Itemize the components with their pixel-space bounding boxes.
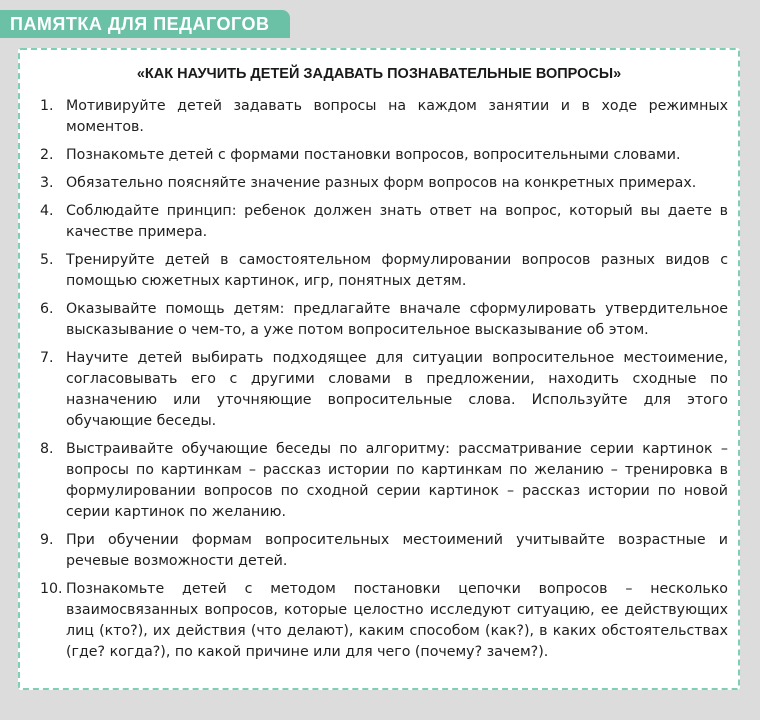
memo-title: «КАК НАУЧИТЬ ДЕТЕЙ ЗАДАВАТЬ ПОЗНАВАТЕЛЬНЫЕ ВОПРОСЫ» xyxy=(136,66,622,82)
list-item xyxy=(40,173,728,194)
list-item-text: Познакомьте детей с методом постановки цепочки вопросов – несколько взаимосвязанных вопросов, которые целостно исследуют ситуацию, ее действующих лиц (кто?), их действия (что делают), каким способом (как?), в каких обстоятельствах (где? когда?), по какой причине или для чего (почему? зачем?). xyxy=(66,581,728,660)
memo-card xyxy=(18,48,740,690)
list-item xyxy=(40,250,728,292)
list-item-number: 5. xyxy=(40,252,54,268)
list-item xyxy=(40,96,728,138)
list-item-number: 8. xyxy=(40,441,54,457)
list-item-number: 1. xyxy=(40,98,54,114)
list-item-number: 6. xyxy=(40,301,54,317)
list-item-number: 3. xyxy=(40,175,54,191)
list-item-text: Обязательно поясняйте значение разных форм вопросов на конкретных примерах. xyxy=(66,175,697,191)
list-item-text: Тренируйте детей в самостоятельном формулировании вопросов разных видов с помощью сюжетных картинок, игр, понятных детям. xyxy=(66,252,728,289)
tips-list xyxy=(40,96,728,670)
list-item-number: 2. xyxy=(40,147,54,163)
list-item-number: 10. xyxy=(40,581,63,597)
list-item-text: Соблюдайте принцип: ребенок должен знать ответ на вопрос, который вы даете в качестве примера. xyxy=(66,203,728,240)
list-item xyxy=(40,530,728,572)
list-item xyxy=(40,439,728,523)
list-item-text: Мотивируйте детей задавать вопросы на каждом занятии и в ходе режимных моментов. xyxy=(66,98,728,135)
list-item xyxy=(40,201,728,243)
memo-header-tab: ПАМЯТКА ДЛЯ ПЕДАГОГОВ xyxy=(0,10,290,38)
list-item-number: 7. xyxy=(40,350,54,366)
list-item-text: Оказывайте помощь детям: предлагайте вначале сформулировать утвердительное высказывание о чем-то, а уже потом вопросительное высказывание об этом. xyxy=(66,301,728,338)
list-item xyxy=(40,348,728,432)
list-item-text: Научите детей выбирать подходящее для ситуации вопросительное местоимение, согласовывать его с другими словами в предложении, находить сходные по назначению или уточняющие вопросительные слова. Используйте для этого обучающие беседы. xyxy=(66,350,728,429)
list-item-text: Познакомьте детей с формами постановки вопросов, вопросительными словами. xyxy=(66,147,681,163)
list-item-text: Выстраивайте обучающие беседы по алгоритму: рассматривание серии картинок – вопросы по картинкам – рассказ истории по картинкам по желанию – тренировка в формулировании вопросов по сходной серии картинок – рассказ истории по новой серии картинок по желанию. xyxy=(66,441,728,520)
list-item-text: При обучении формам вопросительных местоимений учитывайте возрастные и речевые возможности детей. xyxy=(66,532,728,569)
list-item xyxy=(40,579,728,663)
list-item xyxy=(40,299,728,341)
list-item-number: 9. xyxy=(40,532,54,548)
list-item-number: 4. xyxy=(40,203,54,219)
list-item xyxy=(40,145,728,166)
